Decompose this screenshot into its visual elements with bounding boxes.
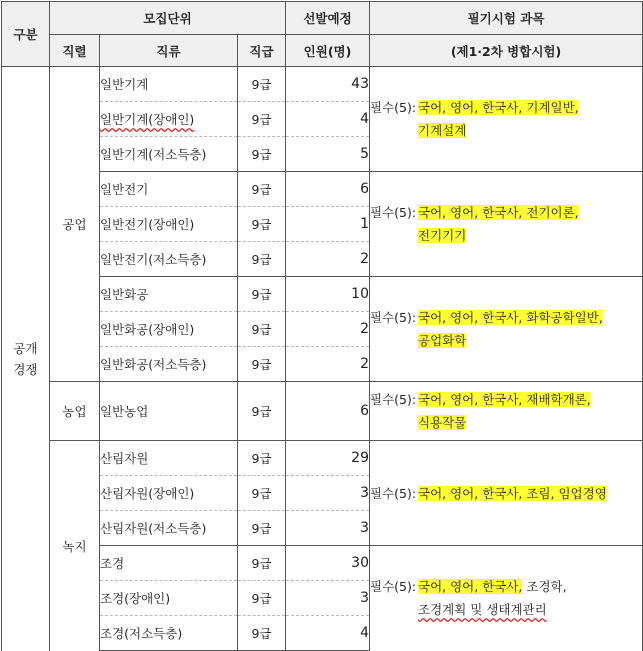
- jikryu-cell: 일반화공(저소득층): [100, 347, 238, 382]
- count-cell: 5: [286, 137, 370, 172]
- count-cell: 2: [286, 242, 370, 277]
- table-row: [2, 67, 643, 102]
- count-cell: 6: [286, 382, 370, 441]
- count-cell: 4: [286, 616, 370, 651]
- subjects-chem-line2: 공업화학: [418, 333, 467, 348]
- grade-cell: 9급: [238, 581, 286, 616]
- count-cell: 3: [286, 511, 370, 546]
- jikryu-cell: 산림자원: [100, 441, 238, 476]
- subjects-label: 필수(5):: [370, 579, 417, 595]
- grade-cell: 9급: [238, 347, 286, 382]
- header-count-line1: 선발예정: [286, 2, 370, 35]
- subjects-mech: [370, 67, 643, 172]
- gubun-line1: 공개: [13, 340, 38, 356]
- header-jikryu: 직류: [100, 35, 238, 67]
- table-row: [2, 382, 643, 441]
- grade-cell: 9급: [238, 242, 286, 277]
- header-jikgeup: 직급: [238, 35, 286, 67]
- count-cell: 43: [286, 67, 370, 102]
- subjects-forest: [370, 441, 643, 546]
- table-row: [2, 441, 643, 476]
- series-nokji: 녹지: [50, 441, 100, 651]
- grade-cell: 9급: [238, 546, 286, 581]
- grade-cell: 9급: [238, 67, 286, 102]
- subjects-chem: [370, 277, 643, 382]
- count-cell: 3: [286, 476, 370, 511]
- header-count-line2: 인원(명): [286, 35, 370, 67]
- subjects-forest-line1: 국어, 영어, 한국사, 조림, 임업경영: [418, 485, 607, 501]
- recruitment-table: [1, 1, 643, 651]
- header-subjects-line2: (제1·2차 병합시험): [370, 35, 643, 67]
- subjects-elec-line1: 국어, 영어, 한국사, 전기이론,: [418, 205, 579, 220]
- jikryu-cell: 산림자원(저소득층): [100, 511, 238, 546]
- subjects-landscape-line2: 조경계획 및 생태계관리: [418, 602, 547, 618]
- subjects-label: 필수(5):: [370, 100, 417, 115]
- series-gongeop: 공업: [50, 67, 100, 382]
- count-cell: 6: [286, 172, 370, 207]
- subjects-label: 필수(5):: [370, 485, 417, 501]
- jikryu-cell: 일반기계(저소득층): [100, 137, 238, 172]
- subjects-agri-line1: 국어, 영어, 한국사, 재배학개론,: [418, 392, 591, 407]
- header-subjects-line1: 필기시험 과목: [370, 2, 643, 35]
- header-gubun: 구분: [2, 2, 50, 67]
- grade-cell: 9급: [238, 277, 286, 312]
- header-jiknyol: 직렬: [50, 35, 100, 67]
- jikryu-cell: 일반화공(장애인): [100, 312, 238, 347]
- count-cell: 29: [286, 441, 370, 476]
- subjects-label: 필수(5):: [370, 392, 417, 407]
- grade-cell: 9급: [238, 616, 286, 651]
- gubun-line2: 경쟁: [13, 361, 38, 377]
- count-cell: 10: [286, 277, 370, 312]
- header-mojip-unit: 모집단위: [50, 2, 286, 35]
- subjects-mech-line1: 국어, 영어, 한국사, 기계일반,: [418, 100, 579, 115]
- count-cell: 30: [286, 546, 370, 581]
- series-nongeop: 농업: [50, 382, 100, 441]
- jikryu-cell: 일반기계(장애인): [100, 102, 238, 137]
- grade-cell: 9급: [238, 476, 286, 511]
- subjects-label: 필수(5):: [370, 205, 417, 220]
- jikryu-cell: 일반전기(저소득층): [100, 242, 238, 277]
- grade-cell: 9급: [238, 312, 286, 347]
- count-cell: 2: [286, 347, 370, 382]
- subjects-agri-line2: 식용작물: [418, 415, 467, 430]
- subjects-mech-line2: 기계설계: [418, 123, 467, 138]
- jikryu-cell: 조경: [100, 546, 238, 581]
- jikryu-cell: 일반전기(장애인): [100, 207, 238, 242]
- jikryu-cell: 일반기계: [100, 67, 238, 102]
- jikryu-cell: 산림자원(장애인): [100, 476, 238, 511]
- subjects-landscape: [370, 546, 643, 651]
- subjects-landscape-line1-rest: 조경학,: [522, 579, 567, 595]
- subjects-elec: [370, 172, 643, 277]
- jikryu-cell: 일반전기: [100, 172, 238, 207]
- jikryu-cell: 일반화공: [100, 277, 238, 312]
- subjects-label: 필수(5):: [370, 310, 417, 325]
- grade-cell: 9급: [238, 102, 286, 137]
- jikryu-cell: 조경(장애인): [100, 581, 238, 616]
- grade-cell: 9급: [238, 382, 286, 441]
- grade-cell: 9급: [238, 511, 286, 546]
- grade-cell: 9급: [238, 207, 286, 242]
- gubun-cell: [2, 67, 50, 651]
- jikryu-cell: 일반농업: [100, 382, 238, 441]
- count-cell: 4: [286, 102, 370, 137]
- count-cell: 1: [286, 207, 370, 242]
- count-cell: 2: [286, 312, 370, 347]
- subjects-elec-line2: 전기기기: [418, 228, 467, 243]
- grade-cell: 9급: [238, 137, 286, 172]
- subjects-chem-line1: 국어, 영어, 한국사, 화학공학일반,: [418, 310, 603, 325]
- jikryu-cell: 조경(저소득층): [100, 616, 238, 651]
- count-cell: 3: [286, 581, 370, 616]
- grade-cell: 9급: [238, 172, 286, 207]
- subjects-landscape-line1-hl: 국어, 영어, 한국사,: [418, 579, 523, 595]
- grade-cell: 9급: [238, 441, 286, 476]
- subjects-agri: [370, 382, 643, 441]
